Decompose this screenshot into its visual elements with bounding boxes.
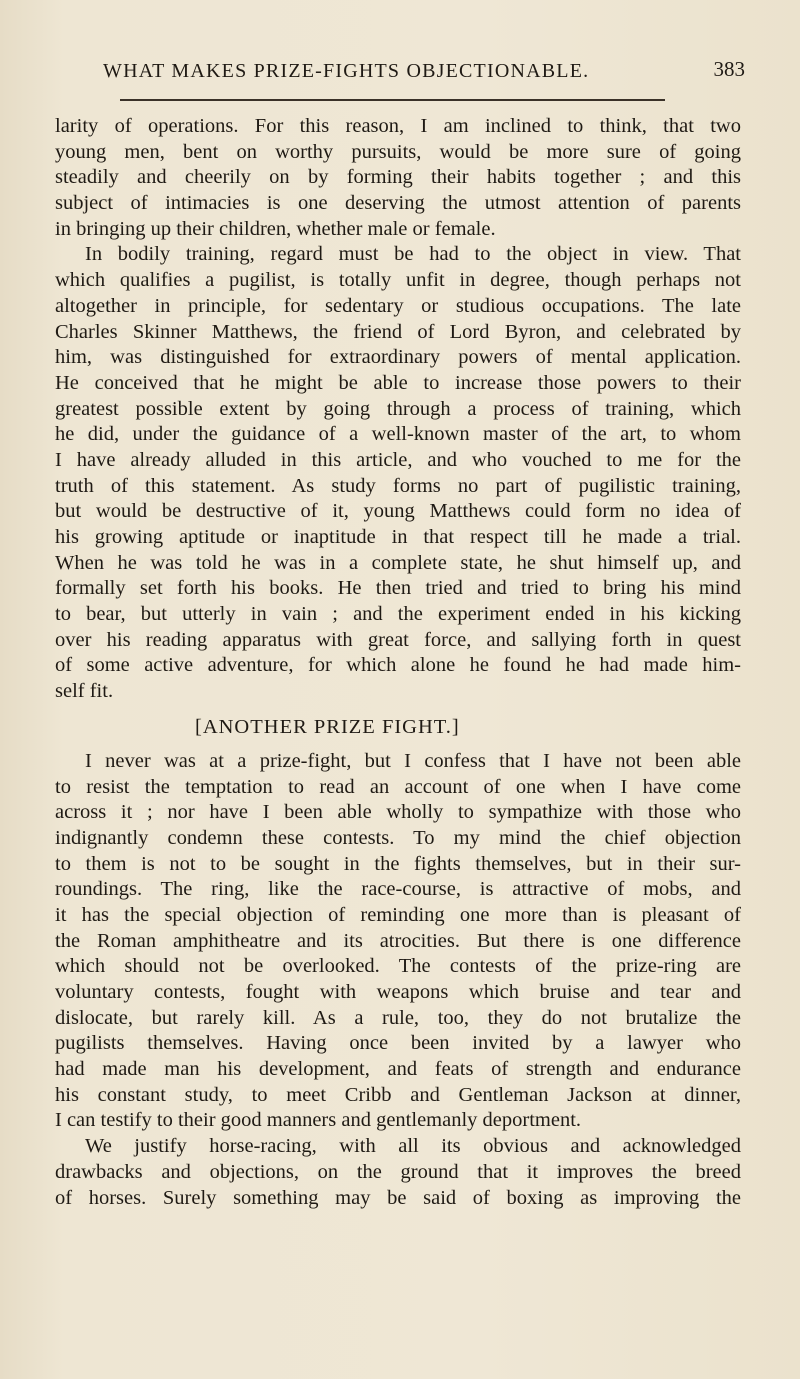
text-line: over his reading apparatus with great force, and sallying forth in quest — [55, 628, 741, 651]
text-line: steadily and cheerily on by forming their habits together ; and this — [55, 166, 741, 189]
text-line: had made man his development, and feats of strength and endurance — [55, 1058, 741, 1081]
text-line: voluntary contests, fought with weapons which bruise and tear and — [55, 981, 741, 1003]
text-line: to them is not to be sought in the fights themselves, but in their sur- — [55, 852, 741, 875]
paragraph-2 — [55, 242, 741, 704]
text-line: When he was told he was in a complete state, he shut himself up, and — [55, 551, 741, 574]
text-line: subject of intimacies is one deserving the utmost attention of parents — [55, 192, 741, 215]
text-line: drawbacks and objections, on the ground that it improves the breed — [55, 1160, 741, 1183]
text-line: of some active adventure, for which alone he found he had made him- — [55, 654, 741, 677]
text-line: which should not be overlooked. The contests of the prize-ring are — [55, 955, 741, 978]
running-title: WHAT MAKES PRIZE-FIGHTS OBJECTIONABLE. — [103, 60, 590, 82]
text-line: I have already alluded in this article, and who vouched to me for the — [55, 448, 741, 471]
text-line: his growing aptitude or inaptitude in that respect till he made a trial. — [55, 526, 741, 548]
text-line: indignantly condemn these contests. To my mind the chief objection — [55, 826, 741, 849]
text-line: truth of this statement. As study forms no part of pugilistic training, — [55, 474, 741, 497]
text-line: his constant study, to meet Cribb and Gentleman Jackson at dinner, — [55, 1083, 741, 1106]
paragraph-1 — [55, 114, 741, 242]
text-line: altogether in principle, for sedentary or studious occupations. The late — [55, 294, 741, 317]
text-line: We justify horse-racing, with all its obvious and acknowledged — [85, 1135, 741, 1158]
section-heading: [ANOTHER PRIZE FIGHT.] — [195, 715, 460, 738]
text-line: to bear, but utterly in vain ; and the experiment ended in his kicking — [55, 603, 741, 626]
text-line: but would be destructive of it, young Matthews could form no idea of — [55, 500, 741, 523]
text-line: him, was distinguished for extraordinary powers of mental application. — [55, 346, 741, 369]
text-line: self fit. — [55, 680, 114, 703]
running-head — [103, 57, 773, 90]
text-line: which qualifies a pugilist, is totally unfit in degree, though perhaps not — [55, 269, 741, 292]
header-rule — [120, 99, 665, 101]
text-line: roundings. The ring, like the race-course, is attractive of mobs, and — [55, 878, 741, 901]
body-text — [55, 114, 741, 1211]
text-line: to resist the temptation to read an account of one when I have come — [55, 775, 741, 798]
text-line: larity of operations. For this reason, I am inclined to think, that two — [55, 115, 741, 137]
paragraph-3 — [55, 749, 741, 1134]
text-line: In bodily training, regard must be had to the object in view. That — [85, 243, 741, 266]
text-line: Charles Skinner Matthews, the friend of Lord Byron, and celebrated by — [55, 320, 741, 343]
text-line: the Roman amphitheatre and its atrocities. But there is one difference — [55, 929, 741, 952]
text-line: across it ; nor have I been able wholly to sympathize with those who — [55, 801, 741, 824]
paragraph-4 — [55, 1134, 741, 1211]
text-line: I can testify to their good manners and gentlemanly deportment. — [55, 1109, 582, 1132]
page-number: 383 — [713, 57, 745, 81]
text-line: I never was at a prize-fight, but I confess that I have not been able — [85, 749, 741, 772]
text-line: formally set forth his books. He then tried and tried to bring his mind — [55, 577, 741, 600]
text-line: He conceived that he might be able to increase those powers to their — [55, 371, 741, 394]
text-line: he did, under the guidance of a well-known master of the art, to whom — [55, 423, 741, 446]
text-line: young men, bent on worthy pursuits, would be more sure of going — [55, 140, 741, 163]
text-line: dislocate, but rarely kill. As a rule, too, they do not brutalize the — [55, 1006, 741, 1029]
text-line: in bringing up their children, whether male or female. — [55, 217, 496, 240]
text-line: greatest possible extent by going through a process of training, which — [55, 397, 741, 420]
text-line: pugilists themselves. Having once been invited by a lawyer who — [55, 1032, 741, 1055]
text-line: it has the special objection of reminding one more than is pleasant of — [55, 903, 741, 926]
text-line: of horses. Surely something may be said of boxing as improving the — [55, 1186, 741, 1209]
